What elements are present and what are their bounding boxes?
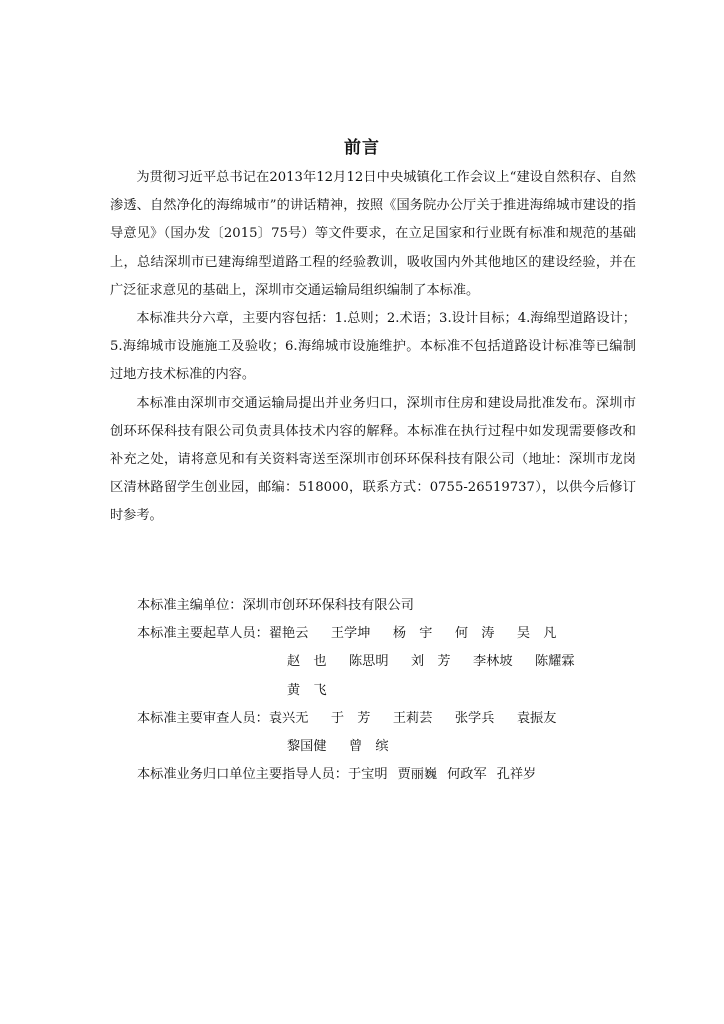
reviewer-name: 张学兵 xyxy=(454,710,495,726)
preface-body xyxy=(110,164,636,531)
chief-unit-label: 本标准主编单位： xyxy=(137,598,243,613)
chief-unit-row xyxy=(137,592,637,620)
drafter-name: 杨 宇 xyxy=(392,626,433,642)
drafters-names xyxy=(269,620,579,648)
drafters-row-2 xyxy=(137,648,637,676)
drafters-names xyxy=(287,648,597,676)
reviewers-row xyxy=(137,705,637,733)
guide-name: 孔祥岁 xyxy=(496,767,537,783)
preface-paragraph-1: 为贯彻习近平总书记在2013年12月12日中央城镇化工作会议上“建设自然积存、自然渗透、自然净化的海绵城市”的讲话精神，按照《国务院办公厅关于推进海绵城市建设的指导意见》（国办发〔2015〕75号）等文件要求，在立足国家和行业既有标准和规范的基础上，总结深圳市已建海绵型道路工程的经验教训，吸收国内外其他地区的建设经验，并在广泛征求意见的基础上，深圳市交通运输局组织编制了本标准。 xyxy=(110,170,636,298)
reviewers-names xyxy=(287,733,411,761)
chief-unit-name: 深圳市创环环保科技有限公司 xyxy=(242,598,414,613)
reviewer-name: 曾 缤 xyxy=(349,739,389,755)
preface-paragraph-3: 本标准由深圳市交通运输局提出并业务归口，深圳市住房和建设局批准发布。深圳市创环环保科技有限公司负责具体技术内容的解释。本标准在执行过程中如发现需要修改和补充之处，请将意见和有关资料寄送至深圳市创环环保科技有限公司（地址：深圳市龙岗区清林路留学生创业园，邮编：518000，联系方式：0755-26519737），以供今后修订时参考。 xyxy=(110,395,636,524)
page-title: 前言 xyxy=(344,138,380,158)
drafters-row-3 xyxy=(137,677,637,705)
reviewer-name: 袁兴无 xyxy=(268,710,309,726)
drafter-name: 吴 凡 xyxy=(516,626,557,642)
reviewer-name: 王莉芸 xyxy=(392,710,433,726)
drafters-label: 本标准主要起草人员： xyxy=(137,626,269,642)
guide-name: 何政军 xyxy=(447,767,487,783)
drafter-name: 赵 也 xyxy=(287,654,327,670)
drafters-names xyxy=(287,677,349,705)
drafter-name: 何 涛 xyxy=(454,626,495,642)
preface-paragraph-2: 本标准共分六章，主要内容包括：1.总则；2.术语；3.设计目标；4.海绵型道路设计；5.海绵城市设施施工及验收；6.海绵城市设施维护。本标准不包括道路设计标准等已编制过地方技术标准的内容。 xyxy=(110,311,636,383)
credits-section xyxy=(137,592,637,789)
reviewer-name: 黎国健 xyxy=(287,739,327,755)
guides-names xyxy=(348,761,546,789)
guides-label: 本标准业务归口单位主要指导人员： xyxy=(137,767,348,783)
drafters-row xyxy=(137,620,637,648)
reviewer-name: 袁振友 xyxy=(516,710,557,726)
drafter-name: 王学坤 xyxy=(330,626,371,642)
guide-name: 于宝明 xyxy=(348,767,388,783)
reviewer-name: 于 芳 xyxy=(330,710,371,726)
reviewers-label: 本标准主要审查人员： xyxy=(137,710,269,726)
drafter-name: 黄 飞 xyxy=(287,682,327,698)
guide-name: 贾丽巍 xyxy=(397,767,438,783)
drafter-name: 陈思明 xyxy=(349,654,389,670)
drafter-name: 陈耀霖 xyxy=(535,654,575,670)
drafter-name: 李林坡 xyxy=(473,654,513,670)
reviewers-row-2 xyxy=(137,733,637,761)
reviewers-names xyxy=(269,705,579,733)
guides-row xyxy=(137,761,637,789)
drafter-name: 刘 芳 xyxy=(411,654,451,670)
drafter-name: 翟艳云 xyxy=(268,626,309,642)
